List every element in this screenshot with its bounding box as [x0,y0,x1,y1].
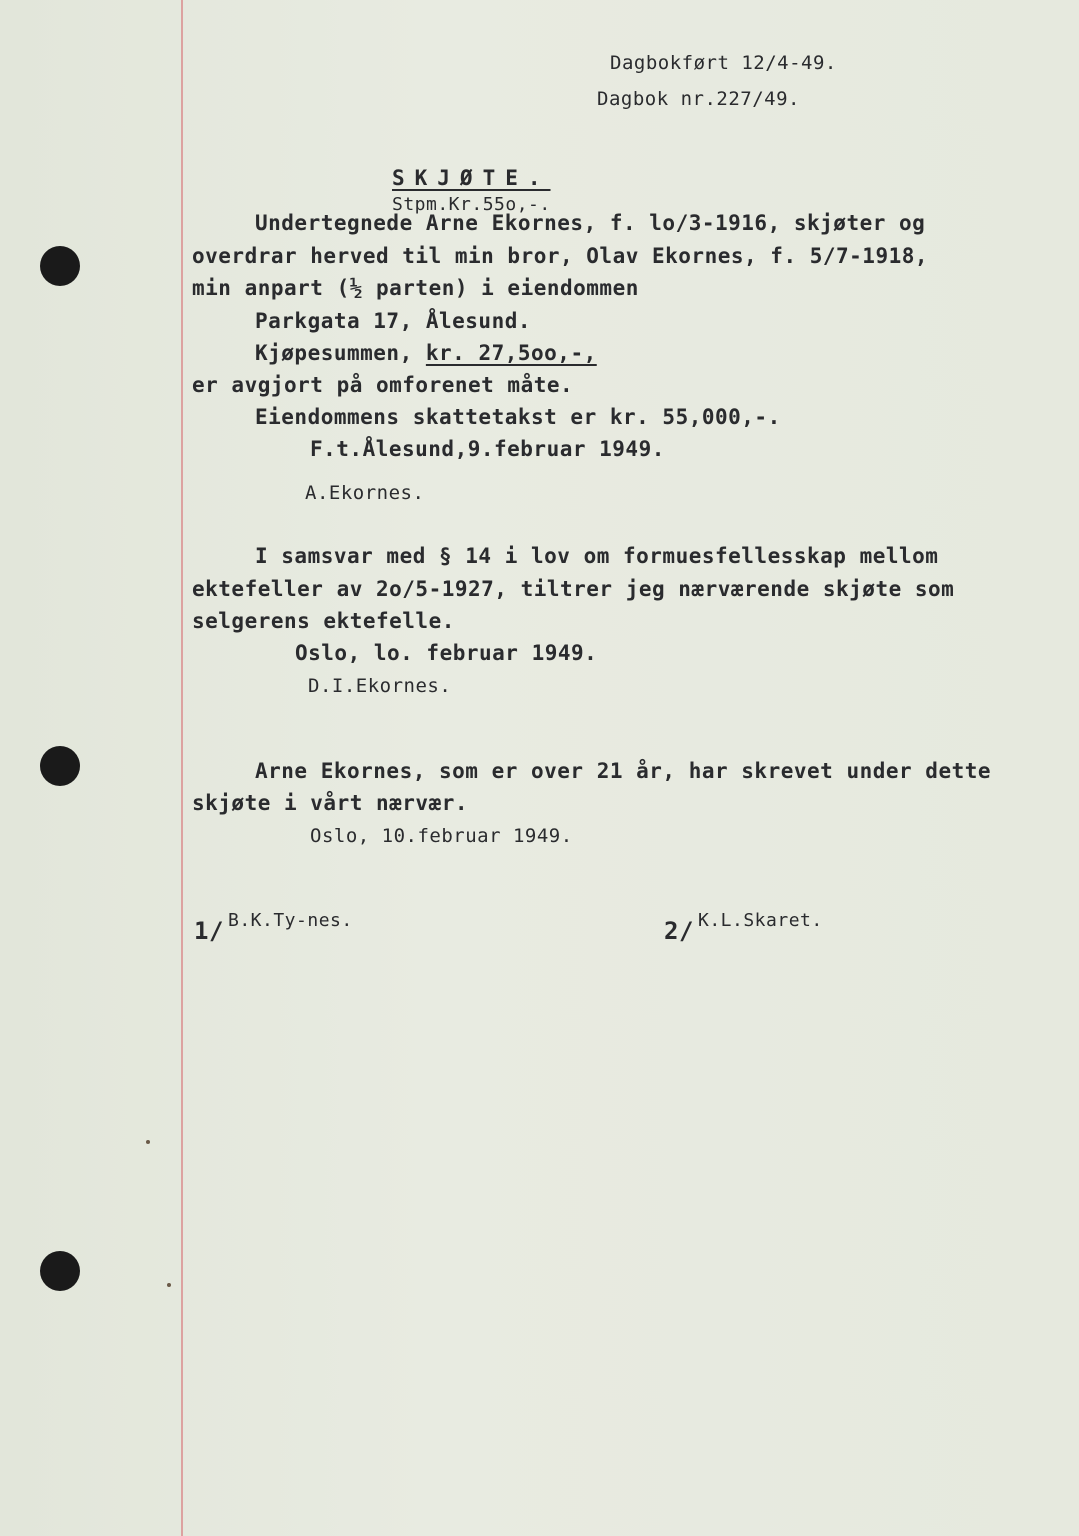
dagbokfort-line: Dagbokført 12/4-49. [610,52,837,74]
purchase-price-line [255,340,597,366]
deed-line-1: Undertegnede Arne Ekornes, f. lo/3-1916, skjøter og [255,211,926,235]
seller-signature: A.Ekornes. [305,482,425,504]
spouse-line-2: ektefeller av 2o/5-1927, tiltrer jeg nærværende skjøte som [192,577,955,601]
margin-line [181,0,183,1536]
price-amount: kr. 27,5oo,-, [425,341,597,365]
punch-hole [40,1251,80,1291]
witness-1-number: 1/ [194,917,224,945]
settled-line: er avgjort på omforenet måte. [192,373,574,397]
spouse-signature: D.I.Ekornes. [308,675,452,697]
property-address: Parkgata 17, Ålesund. [255,309,532,333]
deed-line-3: min anpart (½ parten) i eiendommen [192,276,639,300]
paper-speck [167,1283,171,1287]
deed-line-2: overdrar herved til min bror, Olav Ekornes, f. 5/7-1918, [192,244,929,268]
price-prefix: Kjøpesummen, [255,341,426,365]
dagbok-number: Dagbok nr.227/49. [597,88,800,110]
punch-hole [40,746,80,786]
witness-place-date: Oslo, 10.februar 1949. [310,825,573,847]
witness-2-number: 2/ [664,917,694,945]
paper-speck [146,1140,150,1144]
spouse-line-3: selgerens ektefelle. [192,609,455,633]
witness-line-2: skjøte i vårt nærvær. [192,791,469,815]
spouse-line-1: I samsvar med § 14 i lov om formuesfellesskap mellom [255,544,939,568]
stamp-duty: Stpm.Kr.55o,-. [392,194,551,215]
spouse-place-date: Oslo, lo. februar 1949. [295,641,598,665]
witness-1-name: B.K.Ty-nes. [228,910,353,931]
witness-line-1: Arne Ekornes, som er over 21 år, har skrevet under dette [255,759,992,783]
document-title: SKJØTE. [392,166,551,190]
tax-value-line: Eiendommens skattetakst er kr. 55,000,-. [255,405,781,429]
punch-hole [40,246,80,286]
deed-place-date: F.t.Ålesund,9.februar 1949. [310,437,665,461]
witness-2-name: K.L.Skaret. [698,910,823,931]
